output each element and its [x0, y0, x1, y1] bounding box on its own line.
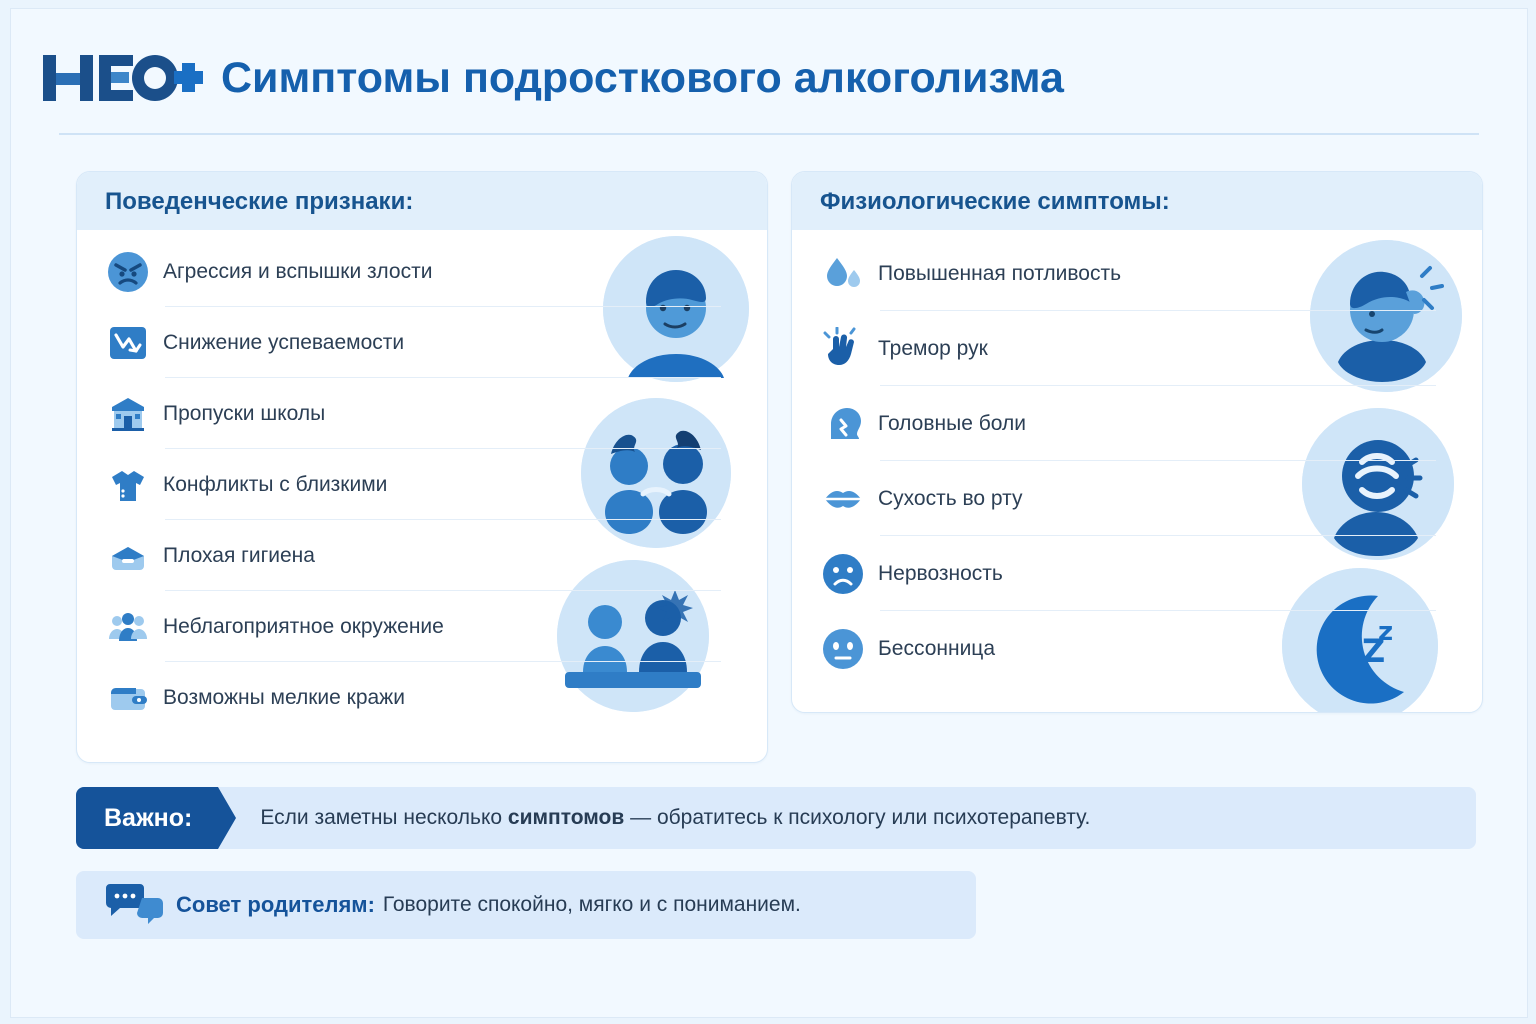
wallet-icon [105, 675, 151, 721]
list-item-label: Неблагоприятное окружение [163, 614, 444, 638]
panel-physiological-heading: Физиологические симптомы: [792, 172, 1482, 230]
svg-text:Z: Z [1362, 632, 1386, 670]
tshirt-icon [105, 462, 151, 508]
list-item [820, 311, 1454, 386]
list-item [105, 236, 739, 307]
list-item [820, 536, 1454, 611]
important-text-before: Если заметны несколько [260, 806, 508, 829]
group-people-icon [105, 604, 151, 650]
panel-physiological-symptoms [791, 171, 1483, 713]
list-item-label: Нервозность [878, 561, 1003, 585]
list-item-label: Тремор рук [878, 336, 988, 360]
list-item-label: Конфликты с близкими [163, 472, 388, 496]
list-item-label: Возможны мелкие кражи [163, 685, 405, 709]
list-item-label: Агрессия и вспышки злости [163, 259, 433, 283]
header [31, 31, 1471, 125]
list-item [105, 307, 739, 378]
poster-inner-frame [10, 8, 1528, 1018]
panel-behavioral-body [77, 230, 767, 763]
list-item [820, 386, 1454, 461]
school-building-icon [105, 391, 151, 437]
list-item-label: Сухость во рту [878, 486, 1023, 510]
panel-behavioral-signs [76, 171, 768, 763]
shaking-hand-icon [820, 326, 866, 372]
tired-face-icon [820, 626, 866, 672]
list-item-label: Снижение успеваемости [163, 330, 405, 354]
svg-text:z: z [1378, 617, 1394, 647]
brand-logo [43, 48, 203, 108]
advice-text: Говорите спокойно, мягко и с пониманием. [382, 893, 801, 916]
list-item [820, 461, 1454, 536]
header-divider [59, 133, 1479, 135]
list-item [105, 591, 739, 662]
page-title: Симптомы подросткового алкоголизма [221, 53, 1064, 102]
list-item-label: Пропуски школы [163, 401, 326, 425]
important-arrow-icon [218, 787, 236, 849]
sweat-drops-icon [820, 251, 866, 297]
soap-icon [105, 533, 151, 579]
angry-face-icon [105, 249, 151, 295]
important-text-after: — обратитесь к психологу или психотерапевту. [624, 806, 1091, 829]
list-item-label: Головные боли [878, 411, 1026, 435]
nervous-face-icon [820, 551, 866, 597]
important-tag: Важно: [76, 787, 218, 849]
list-item [820, 236, 1454, 311]
list-item [820, 611, 1454, 686]
declining-chart-icon [105, 320, 151, 366]
important-text [260, 806, 1090, 830]
list-item-label: Повышенная потливость [878, 261, 1122, 285]
list-item [105, 662, 739, 733]
list-item [105, 449, 739, 520]
list-item [105, 378, 739, 449]
list-item [105, 520, 739, 591]
neo-logo-icon [43, 47, 203, 109]
head-pain-icon [820, 401, 866, 447]
important-banner [76, 787, 1476, 849]
panel-physiological-body [792, 230, 1482, 713]
list-item-label: Бессонница [878, 636, 996, 660]
important-text-bold: симптомов [507, 806, 625, 829]
advice-title: Совет родителям: [176, 892, 375, 917]
panel-behavioral-heading: Поведенческие признаки: [77, 172, 767, 230]
advice-banner [76, 871, 976, 939]
speech-bubbles-icon [102, 882, 166, 928]
list-item-label: Плохая гигиена [163, 543, 315, 567]
dry-lips-icon [820, 476, 866, 522]
